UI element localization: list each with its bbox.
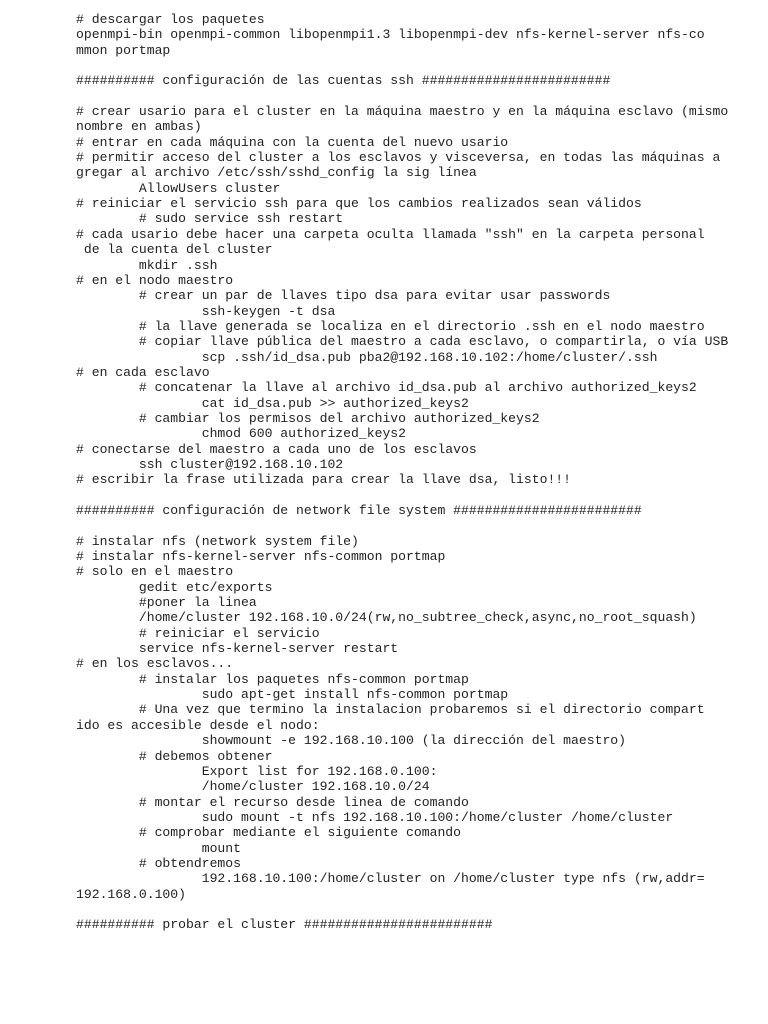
document-line: # montar el recurso desde linea de comando [76,794,469,810]
document-line: # solo en el maestro [76,564,234,580]
document-line: # la llave generada se localiza en el directorio .ssh en el nodo maestro [76,318,705,334]
document-line: 192.168.10.100:/home/cluster on /home/cluster type nfs (rw,addr= [76,871,705,887]
document-line: sudo mount -t nfs 192.168.10.100:/home/cluster /home/cluster [76,809,674,825]
document-line: chmod 600 authorized_keys2 [76,426,407,442]
document-line: # en cada esclavo [76,364,210,380]
document-line: # concatenar la llave al archivo id_dsa.pub al archivo authorized_keys2 [76,380,697,396]
document-line: # conectarse del maestro a cada uno de los esclavos [76,441,477,457]
document-line: ssh-keygen -t dsa [76,303,336,319]
document-line: nombre en ambas) [76,119,202,135]
document-line: ########## probar el cluster ######################## [76,917,493,933]
document-line: showmount -e 192.168.10.100 (la dirección del maestro) [76,733,627,749]
document-line: # reiniciar el servicio ssh para que los cambios realizados sean válidos [76,196,642,212]
document-line [76,488,728,503]
document-line: gregar al archivo /etc/ssh/sshd_config la sig línea [76,165,477,181]
document-line: # en el nodo maestro [76,272,234,288]
document-line: mount [76,840,242,856]
document-line: # sudo service ssh restart [76,211,344,227]
document-line: # cambiar los permisos del archivo authorized_keys2 [76,410,540,426]
document-line: # comprobar mediante el siguiente comando [76,825,462,841]
document-line: service nfs-kernel-server restart [76,641,399,657]
document-line [76,89,728,104]
document-line: # entrar en cada máquina con la cuenta del nuevo usario [76,134,509,150]
document-line [76,58,728,73]
document-line: /home/cluster 192.168.10.0/24 [76,779,430,795]
document-line: gedit etc/exports [76,579,273,595]
document-line: sudo apt-get install nfs-common portmap [76,687,509,703]
document-line: openmpi-bin openmpi-common libopenmpi1.3 libopenmpi-dev nfs-kernel-server nfs-co [76,27,705,43]
document-line: # escribir la frase utilizada para crear la llave dsa, listo!!! [76,472,572,488]
document-line: ido es accesible desde el nodo: [76,717,320,733]
document-line: # reiniciar el servicio [76,625,320,641]
document-line: ########## configuración de network file system ######################## [76,503,642,518]
document-line: # Una vez que termino la instalacion probaremos si el directorio compart [76,702,705,718]
document-line: # crear usario para el cluster en la máquina maestro y en la máquina esclavo (mismo [76,104,729,120]
document-line: # crear un par de llaves tipo dsa para evitar usar passwords [76,288,611,304]
document-line: mkdir .ssh [76,257,218,273]
document-line: /home/cluster 192.168.10.0/24(rw,no_subtree_check,async,no_root_squash) [76,610,697,626]
document-line: 192.168.0.100) [76,886,187,902]
document-line: mmon portmap [76,42,171,58]
document-line: # cada usario debe hacer una carpeta oculta llamada "ssh" en la carpeta personal [76,226,705,242]
document-line [76,518,728,533]
document-line: # obtendremos [76,855,242,871]
document-line: cat id_dsa.pub >> authorized_keys2 [76,395,469,411]
document-line: Export list for 192.168.0.100: [76,763,438,779]
document-line: # en los esclavos... [76,656,234,672]
document-line: scp .ssh/id_dsa.pub pba2@192.168.10.102:/home/cluster/.ssh [76,349,658,365]
document-line: de la cuenta del cluster [76,242,273,258]
document-line: #poner la linea [76,595,257,611]
document-line: # instalar nfs (network system file) [76,533,359,549]
document-line: ########## configuración de las cuentas ssh ######################## [76,73,611,89]
document-line: AllowUsers cluster [76,180,281,196]
document-line: # descargar los paquetes [76,12,265,27]
document-line: # permitir acceso del cluster a los esclavos y visceversa, en todas las máquinas a [76,150,721,166]
document-line: # instalar nfs-kernel-server nfs-common portmap [76,549,446,565]
document-line: # instalar los paquetes nfs-common portmap [76,671,469,687]
document-line [76,902,728,917]
document-line: # copiar llave pública del maestro a cada esclavo, o compartirla, o vía USB [76,334,729,350]
document-line: # debemos obtener [76,748,273,764]
document-line: ssh cluster@192.168.10.102 [76,456,344,472]
document-text [76,12,728,933]
